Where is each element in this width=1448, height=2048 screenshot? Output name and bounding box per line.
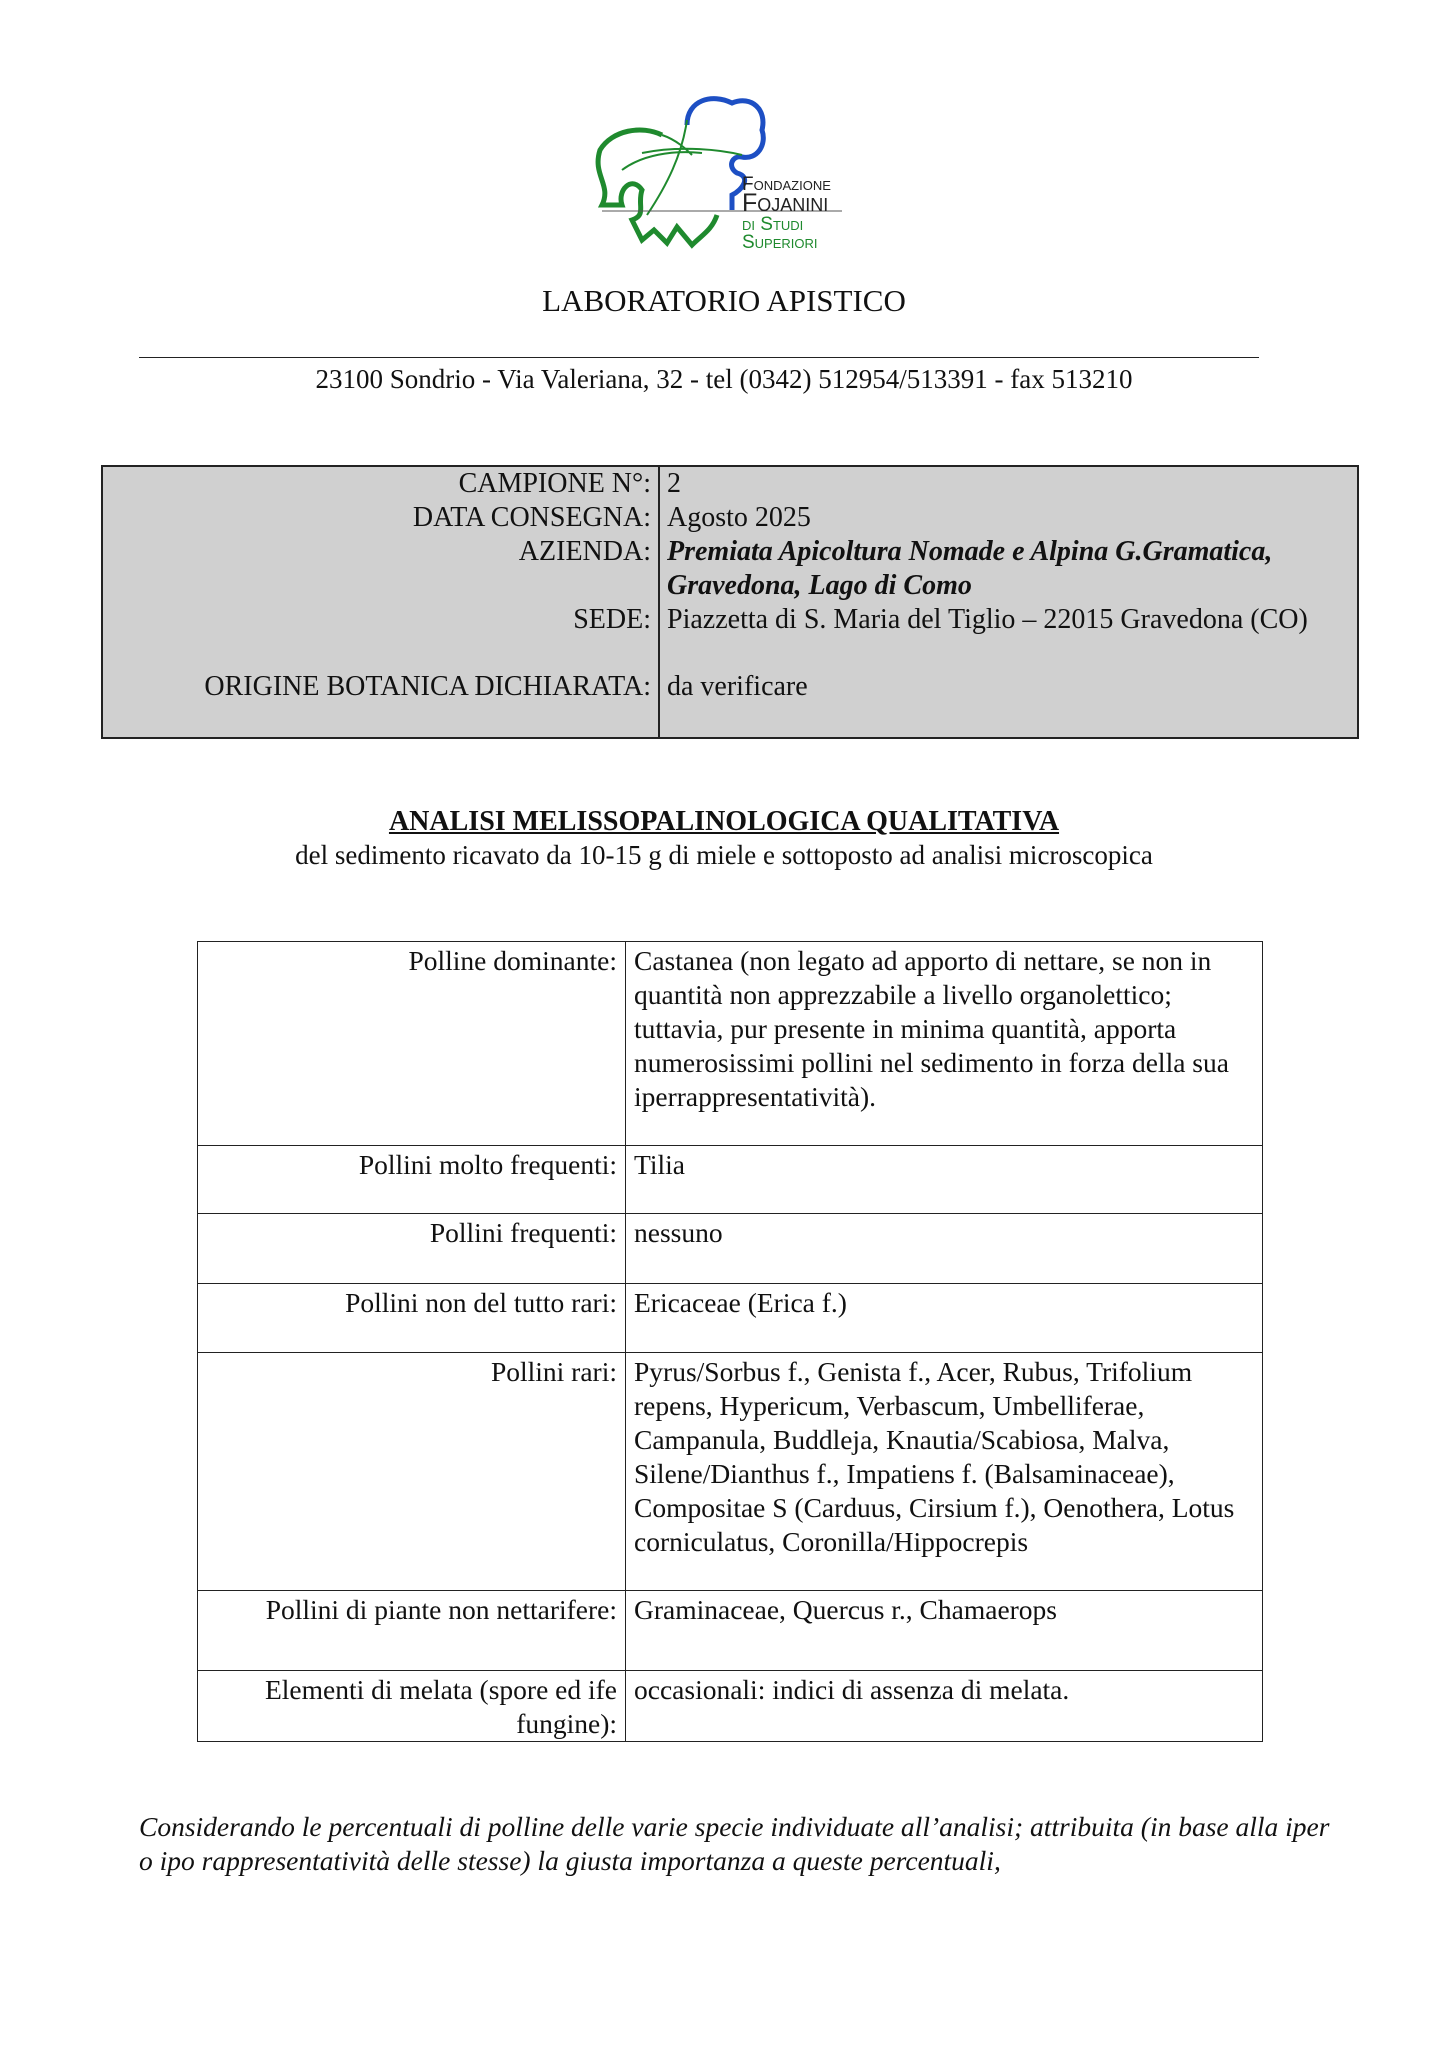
campione-label: CAMPIONE N°: (458, 468, 651, 499)
table-row (198, 1284, 1263, 1353)
logo-text-fondazione: Fondazione (742, 174, 831, 195)
row-value: Tilia (626, 1146, 1263, 1214)
data-consegna-label: DATA CONSEGNA: (412, 502, 651, 533)
row-label: Polline dominante: (198, 942, 626, 1146)
table-row (198, 1214, 1263, 1284)
fondazione-fojanini-logo (592, 95, 862, 255)
sede-value: Piazzetta di S. Maria del Tiglio – 22015 Gravedona (CO) (667, 604, 1308, 635)
origine-label: ORIGINE BOTANICA DICHIARATA: (204, 671, 651, 702)
row-value: nessuno (626, 1214, 1263, 1284)
azienda-label: AZIENDA: (518, 536, 651, 567)
row-label: Pollini di piante non nettarifere: (198, 1591, 626, 1671)
row-value: Castanea (non legato ad apporto di nettare, se non in quantità non apprezzabile a livello organolettico; tuttavia, pur presente in minima quantità, apporta numerosissimi pollini nel sedimento in forza della sua iperrappresentatività). (626, 942, 1263, 1146)
analysis-subtitle: del sedimento ricavato da 10-15 g di miele e sottoposto ad analisi microscopica (295, 840, 1153, 870)
row-label: Pollini rari: (198, 1353, 626, 1591)
row-label: Elementi di melata (spore ed ife fungine): (198, 1671, 626, 1742)
lab-address: 23100 Sondrio - Via Valeriana, 32 - tel (0342) 512954/513391 - fax 513210 (315, 364, 1133, 394)
row-value: Pyrus/Sorbus f., Genista f., Acer, Rubus, Trifolium repens, Hypericum, Verbascum, Umbelliferae, Campanula, Buddleja, Knautia/Scabiosa, Malva, Silene/Dianthus f., Impatiens f. (Balsaminaceae), Compositae S (Carduus, Cirsium f.), Oenothera, Lotus corniculatus, Coronilla/Hippocrepis (626, 1353, 1263, 1591)
origine-value: da verificare (667, 671, 808, 702)
row-label: Pollini molto frequenti: (198, 1146, 626, 1214)
table-row (198, 1353, 1263, 1591)
azienda-value-line2: Gravedona, Lago di Como (667, 570, 972, 601)
column-divider (658, 467, 660, 737)
table-row (198, 1146, 1263, 1214)
sample-info-box (101, 465, 1359, 739)
logo-text-di-studi: di Studi (742, 214, 804, 235)
logo-text-fojanini: Fojanini (742, 189, 829, 217)
row-label: Pollini non del tutto rari: (198, 1284, 626, 1353)
sede-label: SEDE: (573, 604, 651, 635)
table-row (198, 1591, 1263, 1671)
pollen-table (197, 941, 1263, 1742)
campione-value: 2 (667, 468, 681, 499)
logo-text-superiori: Superiori (742, 232, 818, 253)
row-value: occasionali: indici di assenza di melata. (626, 1671, 1263, 1742)
table-row (198, 942, 1263, 1146)
analysis-title: ANALISI MELISSOPALINOLOGICA QUALITATIVA (388, 806, 1060, 837)
header-divider (139, 357, 1259, 358)
row-label: Pollini frequenti: (198, 1214, 626, 1284)
row-value: Graminaceae, Quercus r., Chamaerops (626, 1591, 1263, 1671)
lab-title: LABORATORIO APISTICO (542, 283, 906, 318)
conclusion-text: Considerando le percentuali di polline delle varie specie individuate all’analisi; attribuita (in base alla iper o ipo rappresentatività delle stesse) la giusta importanza a queste percentuali, (139, 1811, 1330, 1876)
data-consegna-value: Agosto 2025 (667, 502, 811, 533)
table-row (198, 1671, 1263, 1742)
azienda-value-line1: Premiata Apicoltura Nomade e Alpina G.Gramatica, (667, 536, 1273, 567)
row-value: Ericaceae (Erica f.) (626, 1284, 1263, 1353)
